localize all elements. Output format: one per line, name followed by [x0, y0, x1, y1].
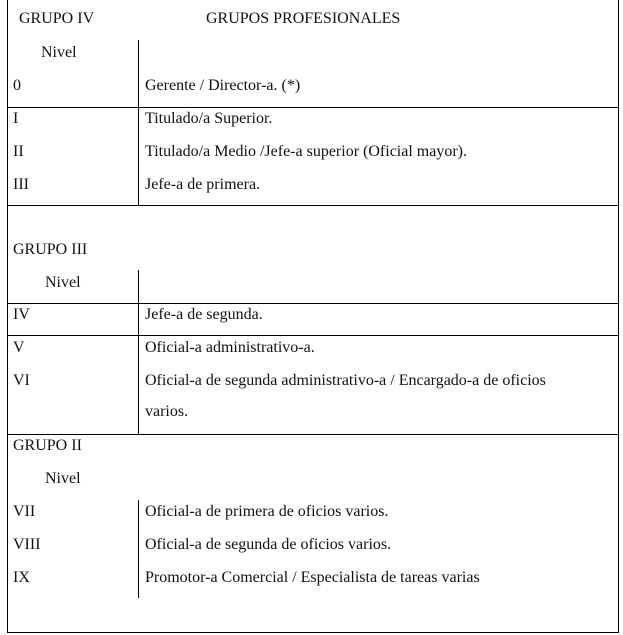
nivel-cell: V — [13, 339, 25, 356]
description-cell: Jefe-a de primera. — [145, 176, 261, 193]
nivel-cell: VII — [13, 503, 36, 520]
table-bottom-border — [7, 632, 619, 633]
description-cell: Titulado/a Superior. — [145, 110, 273, 127]
column-divider — [138, 270, 139, 435]
nivel-header: Nivel — [45, 274, 81, 291]
nivel-header: Nivel — [45, 470, 81, 487]
row-divider — [7, 205, 619, 206]
table-right-border — [618, 0, 619, 633]
group-ii-heading: GRUPO II — [13, 437, 82, 454]
description-cell-continued: varios. — [145, 403, 189, 420]
nivel-cell: IV — [13, 306, 30, 323]
column-divider — [138, 500, 139, 598]
nivel-cell: IX — [13, 569, 30, 586]
description-cell: Titulado/a Medio /Jefe-a superior (Oficial mayor). — [145, 143, 467, 160]
column-divider — [138, 40, 139, 206]
description-cell: Oficial-a administrativo-a. — [145, 339, 315, 356]
nivel-cell: VI — [13, 372, 30, 389]
row-divider — [7, 434, 619, 435]
group-iii-heading: GRUPO III — [13, 241, 88, 258]
description-cell: Oficial-a de segunda de oficios varios. — [145, 536, 392, 553]
group-iv-heading: GRUPO IV — [19, 10, 95, 27]
description-cell: Jefe-a de segunda. — [145, 306, 263, 323]
table-left-border — [7, 0, 8, 633]
row-divider — [7, 107, 619, 108]
description-cell: Gerente / Director-a. (*) — [145, 77, 301, 94]
nivel-cell: 0 — [13, 77, 21, 94]
nivel-cell: II — [13, 143, 24, 160]
table-title: GRUPOS PROFESIONALES — [206, 10, 401, 27]
description-cell: Oficial-a de segunda administrativo-a / Encargado-a de oficios — [145, 372, 546, 389]
row-divider — [7, 335, 619, 336]
nivel-cell: VIII — [13, 536, 41, 553]
description-cell: Promotor-a Comercial / Especialista de tareas varias — [145, 569, 480, 586]
nivel-cell: I — [13, 110, 19, 127]
description-cell: Oficial-a de primera de oficios varios. — [145, 503, 389, 520]
nivel-header: Nivel — [41, 44, 77, 61]
nivel-cell: III — [13, 176, 29, 193]
row-divider — [7, 303, 619, 304]
